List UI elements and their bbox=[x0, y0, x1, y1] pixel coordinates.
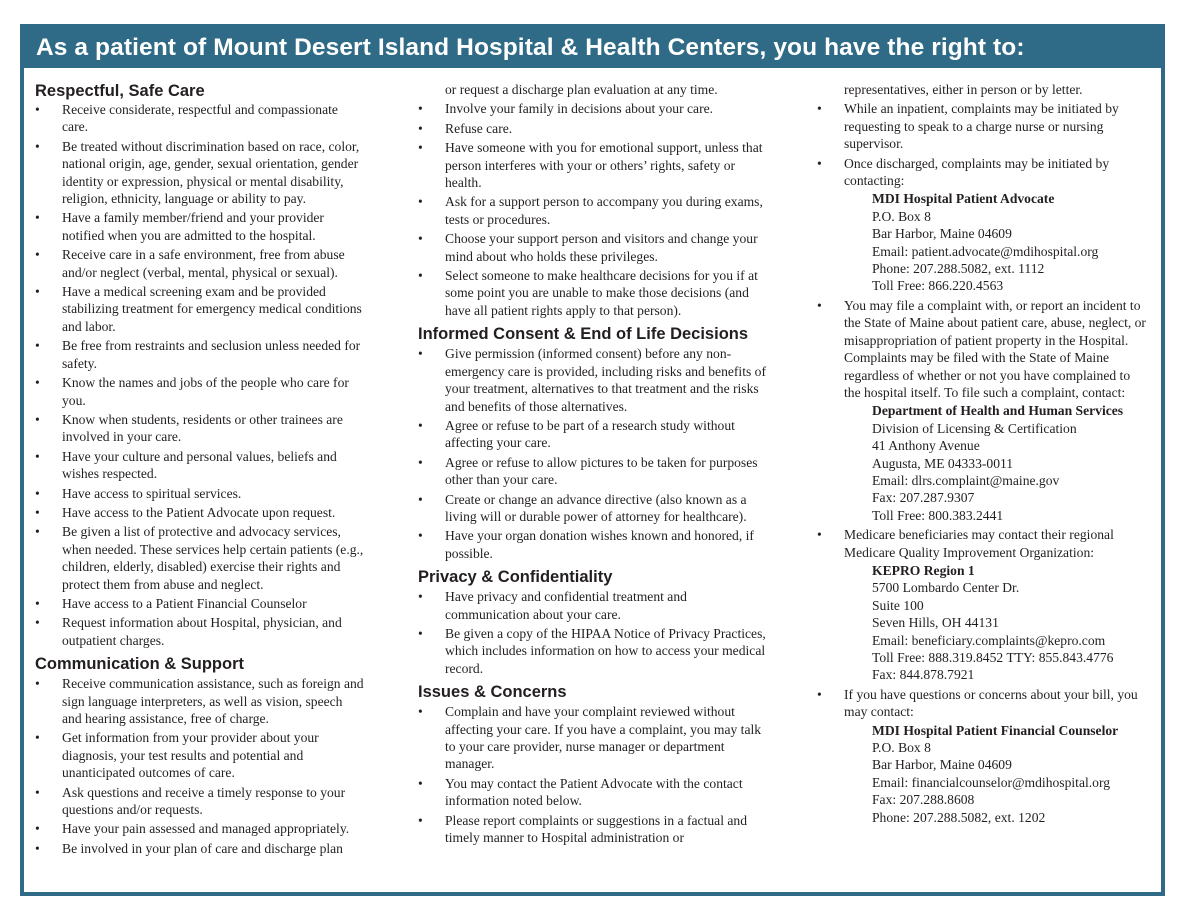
bullet: • bbox=[35, 247, 40, 263]
list-item-text: Receive care in a safe environment, free from abuse and/or neglect (verbal, mental, physical or sexual). bbox=[62, 247, 345, 280]
contact-line: Fax: 844.878.7921 bbox=[872, 667, 975, 683]
list-item bbox=[35, 485, 365, 502]
list-item bbox=[418, 193, 768, 228]
section-heading-communication: Communication & Support bbox=[35, 655, 244, 674]
list-item bbox=[418, 812, 768, 847]
list-item-text: Be involved in your plan of care and discharge plan bbox=[62, 840, 343, 856]
list-item-text: Have privacy and confidential treatment and communication about your care. bbox=[445, 589, 687, 622]
bullet: • bbox=[817, 155, 822, 171]
bullet: • bbox=[35, 730, 40, 746]
bullet: • bbox=[35, 138, 40, 154]
bullet: • bbox=[418, 454, 423, 470]
list-item-text: Choose your support person and visitors and change your mind about who holds these privileges. bbox=[445, 231, 758, 264]
list-item bbox=[35, 820, 365, 837]
contact-line: Fax: 207.288.8608 bbox=[872, 792, 975, 808]
contact-line: Phone: 207.288.5082, ext. 1202 bbox=[872, 809, 1046, 825]
address-block-kepro bbox=[844, 562, 1147, 684]
continued-text: or request a discharge plan evaluation at any time. bbox=[445, 82, 718, 97]
bullet: • bbox=[418, 775, 423, 791]
list-communication bbox=[35, 675, 365, 857]
list-item bbox=[418, 120, 768, 137]
rights-frame bbox=[20, 24, 1165, 896]
bullet: • bbox=[418, 231, 423, 247]
list-item-text: Ask for a support person to accompany you during exams, tests or procedures. bbox=[445, 194, 763, 227]
list-consent bbox=[418, 345, 768, 562]
list-item-text: Request information about Hospital, physician, and outpatient charges. bbox=[62, 615, 342, 648]
bullet: • bbox=[35, 676, 40, 692]
contact-name: MDI Hospital Patient Advocate bbox=[872, 191, 1055, 207]
list-item-text: Complain and have your complaint reviewed without affecting your care. If you have a complaint, you may talk to your care provider, nurse manager or department manager. bbox=[445, 704, 762, 772]
list-item bbox=[35, 101, 365, 136]
list-item-text: Know when students, residents or other trainees are involved in your care. bbox=[62, 411, 343, 445]
list-item bbox=[418, 588, 768, 623]
list-item-text: Give permission (informed consent) before any non-emergency care is provided, including risks and benefits of your treatment, alternatives to that treatment and the risks and benefits of those alternatives. bbox=[445, 346, 766, 414]
contact-line: Fax: 207.287.9307 bbox=[872, 490, 975, 506]
list-item bbox=[418, 267, 768, 319]
list-item-text: Get information from your provider about your diagnosis, your test results and potential and unanticipated outcomes of care. bbox=[62, 730, 319, 781]
list-item-text: Have your culture and personal values, beliefs and wishes respected. bbox=[62, 448, 337, 482]
list-item bbox=[418, 417, 768, 452]
contact-line: Bar Harbor, Maine 04609 bbox=[872, 757, 1012, 773]
contact-line: Augusta, ME 04333-0011 bbox=[872, 455, 1014, 471]
list-item-text: Have someone with you for emotional support, unless that person interferes with your or others’ rights, safety or health. bbox=[445, 140, 763, 191]
list-item: • Medicare beneficiaries may contact their regional Medicare Quality Improvement Organization: KEPRO Region 1 5700 Lombardo Center Dr. Suite 100 Seven Hills, OH 44131 Email: beneficiary.complaints@kepro.com Toll Free: 888.319.8452 TTY: 855.843.4776 Fax: 844.878.7921 bbox=[817, 526, 1147, 684]
list-item bbox=[418, 625, 768, 677]
list-item-text: Receive communication assistance, such as foreign and sign language interpreters, as well as vision, speech and hearing assistance, free of charge. bbox=[62, 676, 364, 726]
list-item: • You may file a complaint with, or report an incident to the State of Maine about patient care, abuse, neglect, or misappropriation of patient property in the Hospital. Complaints may be filed with the State of Maine regardless of whether or not you have complained to the hospital itself. To file such a complaint, contact: Department of Health and Human Services Division of Licensing & Certification 41 Anthony Avenue Augusta, ME 04333-0011 Email: dlrs.complaint@maine.gov Fax: 207.287.9307 Toll Free: 800.383.2441 bbox=[817, 297, 1146, 523]
contact-line: 5700 Lombardo Center Dr. bbox=[872, 580, 1020, 596]
bullet: • bbox=[35, 821, 40, 837]
contact-line: Email: patient.advocate@mdihospital.org bbox=[872, 243, 1099, 259]
list-item bbox=[418, 139, 768, 191]
bullet: • bbox=[817, 527, 822, 543]
list-item-text: Agree or refuse to be part of a research study without affecting your care. bbox=[445, 417, 735, 451]
contact-line: P.O. Box 8 bbox=[872, 208, 931, 224]
list-contacts bbox=[817, 100, 1147, 826]
contact-line: Suite 100 bbox=[872, 597, 924, 613]
list-item-text: Have access to a Patient Financial Counselor bbox=[62, 595, 307, 611]
bullet: • bbox=[35, 411, 40, 427]
bullet: • bbox=[418, 491, 423, 507]
bullet: • bbox=[418, 589, 423, 605]
bullet: • bbox=[35, 448, 40, 464]
bullet: • bbox=[418, 812, 423, 828]
list-item-text: Agree or refuse to allow pictures to be taken for purposes other than your care. bbox=[445, 454, 758, 488]
list-item-text: Ask questions and receive a timely response to your questions and/or requests. bbox=[62, 784, 346, 818]
continued-text: representatives, either in person or by letter. bbox=[844, 82, 1083, 97]
list-item bbox=[35, 411, 365, 446]
page-title: As a patient of Mount Desert Island Hospital & Health Centers, you have the right to: bbox=[24, 28, 1161, 68]
bullet: • bbox=[35, 504, 40, 520]
bullet: • bbox=[418, 120, 423, 136]
list-item bbox=[35, 729, 365, 781]
bullet: • bbox=[35, 375, 40, 391]
bullet: • bbox=[35, 338, 40, 354]
list-item-text: You may contact the Patient Advocate with the contact information noted below. bbox=[445, 775, 743, 809]
list-item bbox=[35, 209, 365, 244]
column-3 bbox=[817, 81, 1147, 828]
list-item bbox=[418, 491, 768, 526]
contact-line: 41 Anthony Avenue bbox=[872, 438, 980, 454]
list-item bbox=[35, 283, 365, 335]
list-item bbox=[35, 523, 365, 593]
list-respectful bbox=[35, 101, 365, 649]
list-item: • While an inpatient, complaints may be initiated by requesting to speak to a charge nurse or nursing supervisor. bbox=[817, 101, 1119, 152]
list-item-text: Have a family member/friend and your provider notified when you are admitted to the hospital. bbox=[62, 210, 324, 243]
list-item bbox=[418, 230, 768, 265]
list-item bbox=[35, 138, 365, 208]
bullet: • bbox=[418, 528, 423, 544]
list-item bbox=[35, 246, 365, 281]
list-item bbox=[418, 703, 768, 773]
list-item-text: Be given a list of protective and advocacy services, when needed. These services help certain patients (e.g., children, elderly, disabled) exercise their rights and protect them from abuse and neglect. bbox=[62, 524, 364, 592]
contact-name: Department of Health and Human Services bbox=[872, 403, 1124, 419]
bullet: • bbox=[35, 784, 40, 800]
list-item bbox=[418, 527, 768, 562]
bullet: • bbox=[35, 595, 40, 611]
bullet: • bbox=[817, 686, 822, 702]
bullet: • bbox=[35, 485, 40, 501]
address-block-financial bbox=[844, 722, 1147, 826]
address-block-advocate bbox=[844, 190, 1147, 294]
list-item-text: Have access to spiritual services. bbox=[62, 485, 242, 501]
bullet: • bbox=[35, 840, 40, 856]
list-item bbox=[418, 345, 768, 415]
list-item bbox=[35, 784, 365, 819]
bullet: • bbox=[35, 615, 40, 631]
list-communication-cont bbox=[418, 100, 768, 319]
contact-line: P.O. Box 8 bbox=[872, 740, 931, 756]
list-item bbox=[35, 374, 365, 409]
list-item bbox=[35, 675, 365, 727]
list-issues bbox=[418, 703, 768, 846]
bullet: • bbox=[817, 297, 822, 313]
bullet: • bbox=[35, 524, 40, 540]
list-item-text: Have your pain assessed and managed appropriately. bbox=[62, 821, 350, 837]
list-item bbox=[35, 448, 365, 483]
list-item: • If you have questions or concerns about your bill, you may contact: MDI Hospital Patient Financial Counselor P.O. Box 8 Bar Harbor, Maine 04609 Email: financialcounselor@mdihospital.org Fax: 207.288.8608 Phone: 207.288.5082, ext. 1202 bbox=[817, 686, 1147, 826]
list-item-text: Have your organ donation wishes known and honored, if possible. bbox=[445, 528, 754, 561]
contact-line: Phone: 207.288.5082, ext. 1112 bbox=[872, 261, 1045, 277]
contact-line: Email: financialcounselor@mdihospital.org bbox=[872, 774, 1111, 790]
contact-line: Email: dlrs.complaint@maine.gov bbox=[872, 472, 1060, 488]
contact-line: Email: beneficiary.complaints@kepro.com bbox=[872, 632, 1106, 648]
bullet: • bbox=[817, 101, 822, 117]
list-item-text: Have a medical screening exam and be provided stabilizing treatment for emergency medical conditions and labor. bbox=[62, 284, 362, 334]
bullet: • bbox=[418, 625, 423, 641]
bullet: • bbox=[35, 210, 40, 226]
bullet: • bbox=[418, 346, 423, 362]
section-heading-respectful: Respectful, Safe Care bbox=[35, 82, 205, 100]
section-heading-issues: Issues & Concerns bbox=[418, 683, 567, 702]
column-2 bbox=[418, 81, 768, 848]
bullet: • bbox=[418, 140, 423, 156]
list-privacy bbox=[418, 588, 768, 677]
contact-line: Seven Hills, OH 44131 bbox=[872, 615, 999, 631]
list-item-text: Know the names and jobs of the people who care for you. bbox=[62, 375, 349, 408]
list-item bbox=[418, 100, 768, 117]
contact-name: MDI Hospital Patient Financial Counselor bbox=[872, 722, 1119, 738]
contact-line: Toll Free: 866.220.4563 bbox=[872, 278, 1004, 294]
contact-line: Toll Free: 888.319.8452 TTY: 855.843.4776 bbox=[872, 650, 1114, 665]
list-item-text: Have access to the Patient Advocate upon request. bbox=[62, 504, 336, 520]
bullet: • bbox=[418, 268, 423, 284]
list-item bbox=[35, 614, 365, 649]
bullet: • bbox=[418, 101, 423, 117]
section-heading-consent: Informed Consent & End of Life Decisions bbox=[418, 325, 749, 344]
list-item bbox=[35, 840, 365, 857]
list-item bbox=[418, 775, 768, 810]
column-1 bbox=[35, 80, 365, 859]
bullet: • bbox=[418, 194, 423, 210]
list-item: • Once discharged, complaints may be initiated by contacting: MDI Hospital Patient Advocate P.O. Box 8 Bar Harbor, Maine 04609 Email: patient.advocate@mdihospital.org Phone: 207.288.5082, ext. 1112 Toll Free: 866.220.4563 bbox=[817, 155, 1147, 295]
list-item bbox=[35, 337, 365, 372]
contact-line: Bar Harbor, Maine 04609 bbox=[872, 226, 1012, 242]
contact-name: KEPRO Region 1 bbox=[872, 562, 975, 578]
bullet: • bbox=[35, 102, 40, 117]
list-item-text: Be given a copy of the HIPAA Notice of Privacy Practices, which includes information on how to access your medical record. bbox=[445, 625, 766, 676]
contact-line: Toll Free: 800.383.2441 bbox=[872, 507, 1004, 523]
list-item-text: Please report complaints or suggestions in a factual and timely manner to Hospital administration or bbox=[445, 812, 748, 846]
section-heading-privacy: Privacy & Confidentiality bbox=[418, 568, 613, 587]
list-item bbox=[35, 595, 365, 612]
address-block-dhhs bbox=[844, 402, 1147, 524]
list-item bbox=[35, 504, 365, 521]
list-item-text: Be free from restraints and seclusion unless needed for safety. bbox=[62, 338, 361, 371]
list-item-text: Refuse care. bbox=[445, 120, 513, 136]
list-item-text: Select someone to make healthcare decisions for you if at some point you are unable to make those decisions (and have all patient rights apply to that person). bbox=[445, 268, 758, 318]
list-item-text: Be treated without discrimination based on race, color, national origin, age, gender, sexual orientation, gender identity or expression, physical or mental disability, religion, ethnicity, language or ability to pay. bbox=[62, 138, 360, 207]
list-item bbox=[418, 454, 768, 489]
bullet: • bbox=[418, 704, 423, 720]
bullet: • bbox=[418, 417, 423, 433]
bullet: • bbox=[35, 284, 40, 300]
contact-line: Division of Licensing & Certification bbox=[872, 420, 1077, 436]
list-item-text: Create or change an advance directive (also known as a living will or durable power of attorney for healthcare). bbox=[445, 491, 747, 524]
list-item-text: Involve your family in decisions about your care. bbox=[445, 101, 714, 117]
list-item-text: Receive considerate, respectful and compassionate care. bbox=[62, 102, 338, 135]
